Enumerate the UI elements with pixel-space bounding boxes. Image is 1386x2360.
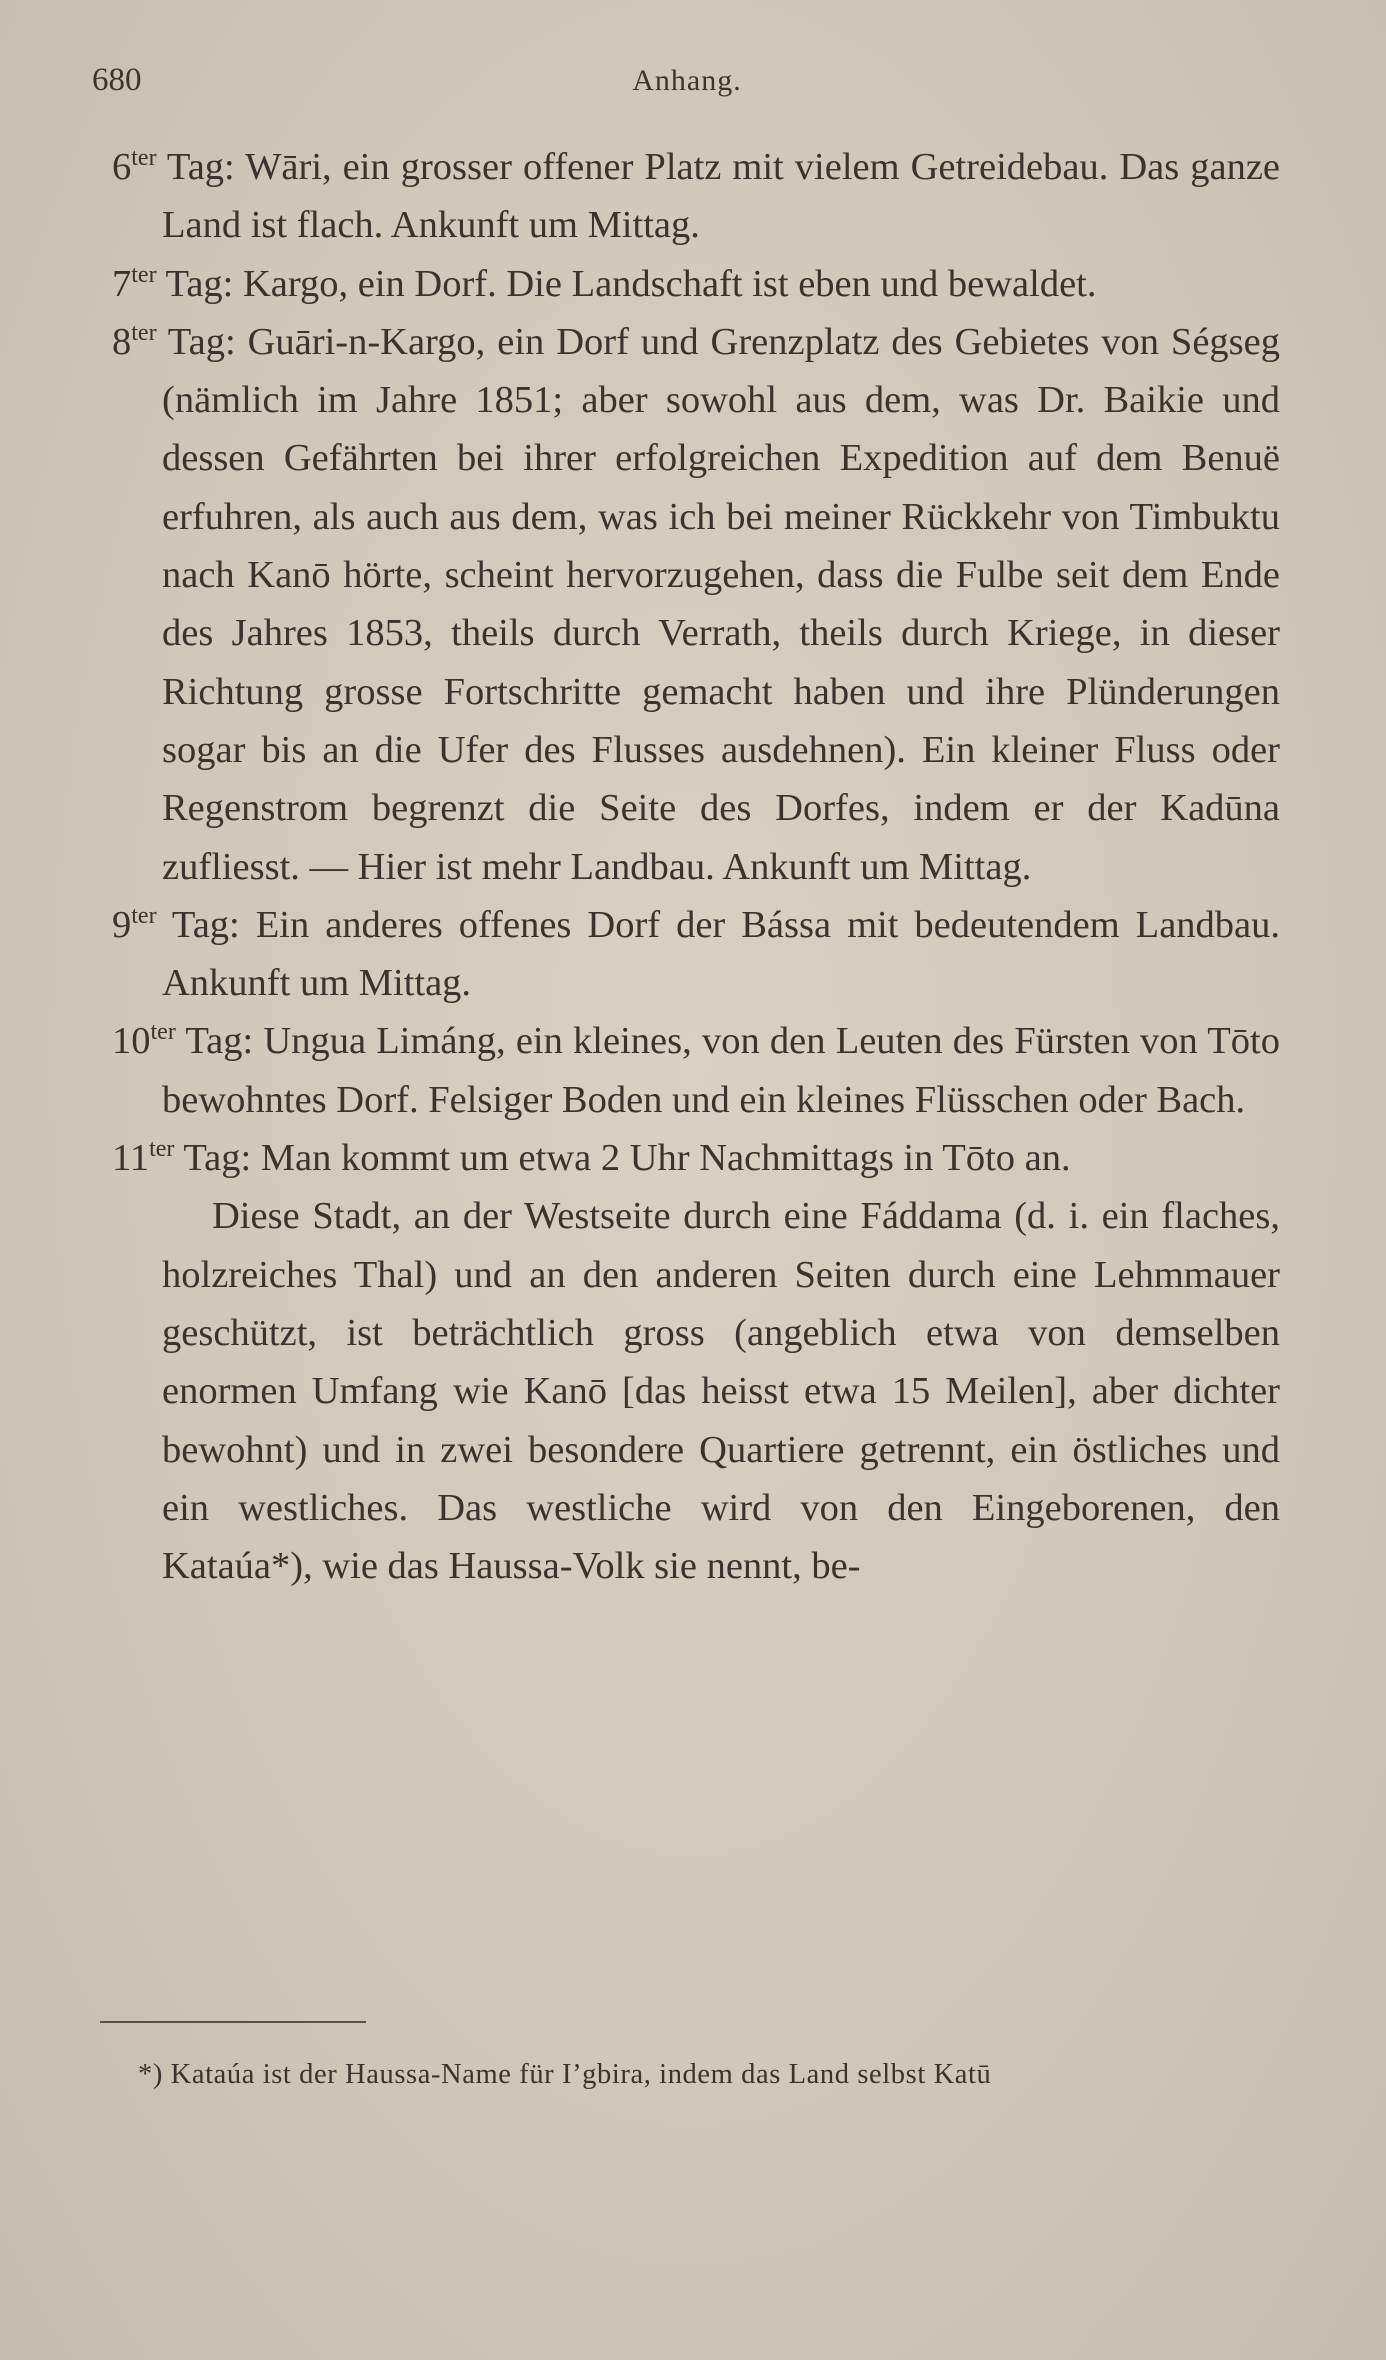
day-entry-10 xyxy=(112,1012,1280,1129)
day-entry-7 xyxy=(112,255,1280,313)
footnote-divider xyxy=(100,2021,366,2023)
ordinal-suffix: ter xyxy=(149,1136,175,1163)
page-number: 680 xyxy=(92,62,142,98)
day-entry-text: Tag: Kargo, ein Dorf. Die Landschaft ist eben und bewaldet. xyxy=(156,262,1097,305)
day-entry-text: Tag: Guāri-n-Kargo, ein Dorf und Grenzplatz des Gebietes von Ségseg (nämlich im Jahre 1851; aber sowohl aus dem, was Dr. Baikie und dessen Gefährten bei ihrer erfolgreichen Expedition auf dem Benuë erfuhren, als auch aus dem, was ich bei meiner Rückkehr von Timbuktu nach Kanō hörte, scheint hervorzugehen, dass die Fulbe seit dem Ende des Jahres 1853, theils durch Verrath, theils durch Kriege, in dieser Richtung grosse Fortschritte gemacht haben und ihre Plünderungen sogar bis an die Ufer des Flusses ausdehnen). Ein kleiner Fluss oder Regenstrom begrenzt die Seite des Dorfes, indem er der Kadūna zufliesst. — Hier ist mehr Landbau. Ankunft um Mittag. xyxy=(156,320,1280,888)
day-number: 11 xyxy=(112,1137,150,1180)
body-paragraph: Diese Stadt, an der Westseite durch eine Fáddama (d. i. ein flaches, holzreiches Thal) und an den anderen Seiten durch eine Lehmmauer geschützt, ist beträchtlich gross (angeblich etwa von demselben enormen Umfang wie Kanō [das heisst etwa 15 Meilen], aber dichter bewohnt) und in zwei besondere Quartiere getrennt, ein östliches und ein westliches. Das westliche wird von den Eingeborenen, den Kataúa*), wie das Haussa-Volk sie nennt, be- xyxy=(162,1195,1280,1588)
ordinal-suffix: ter xyxy=(150,1019,176,1046)
day-number: 7 xyxy=(112,262,132,305)
day-entry-text: Tag: Ein anderes offenes Dorf der Bássa mit bedeutendem Landbau. Ankunft um Mittag. xyxy=(156,903,1280,1005)
running-title: Anhang. xyxy=(632,64,742,97)
running-head xyxy=(92,62,1282,106)
day-entry-11 xyxy=(112,1129,1280,1187)
ordinal-suffix: ter xyxy=(131,145,157,171)
day-number: 8 xyxy=(112,320,132,363)
main-text xyxy=(112,138,1280,1595)
day-number: 10 xyxy=(112,1020,151,1063)
day-entry-text: Tag: Wāri, ein grosser offener Platz mit vielem Getreidebau. Das ganze Land ist flach. Ankunft um Mittag. xyxy=(156,146,1280,247)
footnote: *) Kataúa ist der Haussa-Name für I’gbira, indem das Land selbst Katū xyxy=(138,2059,992,2090)
day-entry-9 xyxy=(112,896,1280,1013)
day-number: 6 xyxy=(112,146,132,188)
day-number: 9 xyxy=(112,903,132,946)
ordinal-suffix: ter xyxy=(131,261,157,288)
ordinal-suffix: ter xyxy=(131,319,157,346)
ordinal-suffix: ter xyxy=(131,902,157,929)
day-entry-text: Tag: Man kommt um etwa 2 Uhr Nachmittags in Tōto an. xyxy=(174,1137,1071,1180)
day-entry-text: Tag: Ungua Limáng, ein kleines, von den Leuten des Fürsten von Tōto bewohntes Dorf. Felsiger Boden und ein kleines Flüsschen oder Bach. xyxy=(162,1020,1280,1121)
day-entry-8 xyxy=(112,313,1280,896)
day-entry-6 xyxy=(112,138,1280,255)
